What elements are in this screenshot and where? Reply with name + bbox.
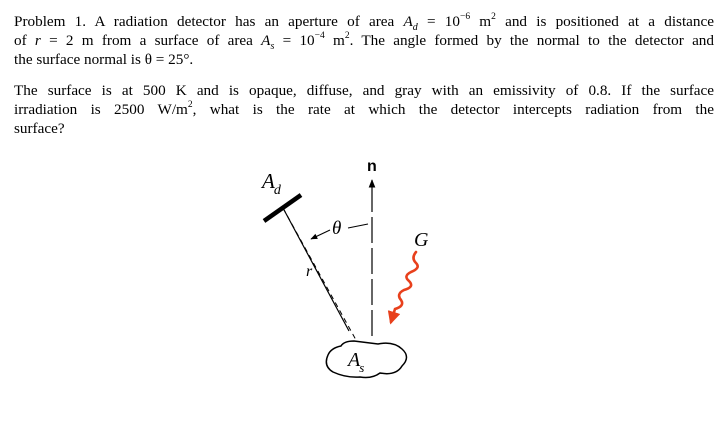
distance-r-label: r	[306, 263, 313, 280]
surface-area-label: As	[348, 349, 365, 375]
irradiation-g-label: G	[414, 229, 429, 251]
paragraph-1-line-2: of r = 2 m from a surface of area $A_s = 10^{-4}$ $m^2$. The angle formed by the normal to the detector and	[14, 30, 714, 53]
line-of-sight	[283, 208, 356, 340]
angle-indicator-left	[311, 230, 330, 239]
detector-area-label: Ad	[262, 169, 281, 198]
angle-indicator-right	[348, 224, 368, 228]
normal-n-label: n	[367, 158, 377, 175]
detector-plate	[264, 195, 301, 221]
irradiation-wavy-arrow	[391, 252, 418, 322]
paragraph-2-line-3: surface?	[14, 120, 65, 137]
paragraph-1-line-1: Problem 1. A radiation detector has an aperture of area $A_d = 10^{-6}$ $m^2$ and is positioned at a distance	[14, 11, 714, 34]
surface-blob	[326, 341, 406, 378]
angle-theta-label: θ	[332, 218, 342, 239]
paragraph-2-line-2: irradiation is 2500 $W/m^2$, what is the rate at which the detector intercepts radiation from the	[14, 99, 714, 118]
paragraph-1-line-3: the surface normal is θ = 25°.	[14, 51, 194, 68]
paragraph-2-line-1: The surface is at 500 K and is opaque, diffuse, and gray with an emissivity of 0.8. If the surface	[14, 82, 714, 99]
